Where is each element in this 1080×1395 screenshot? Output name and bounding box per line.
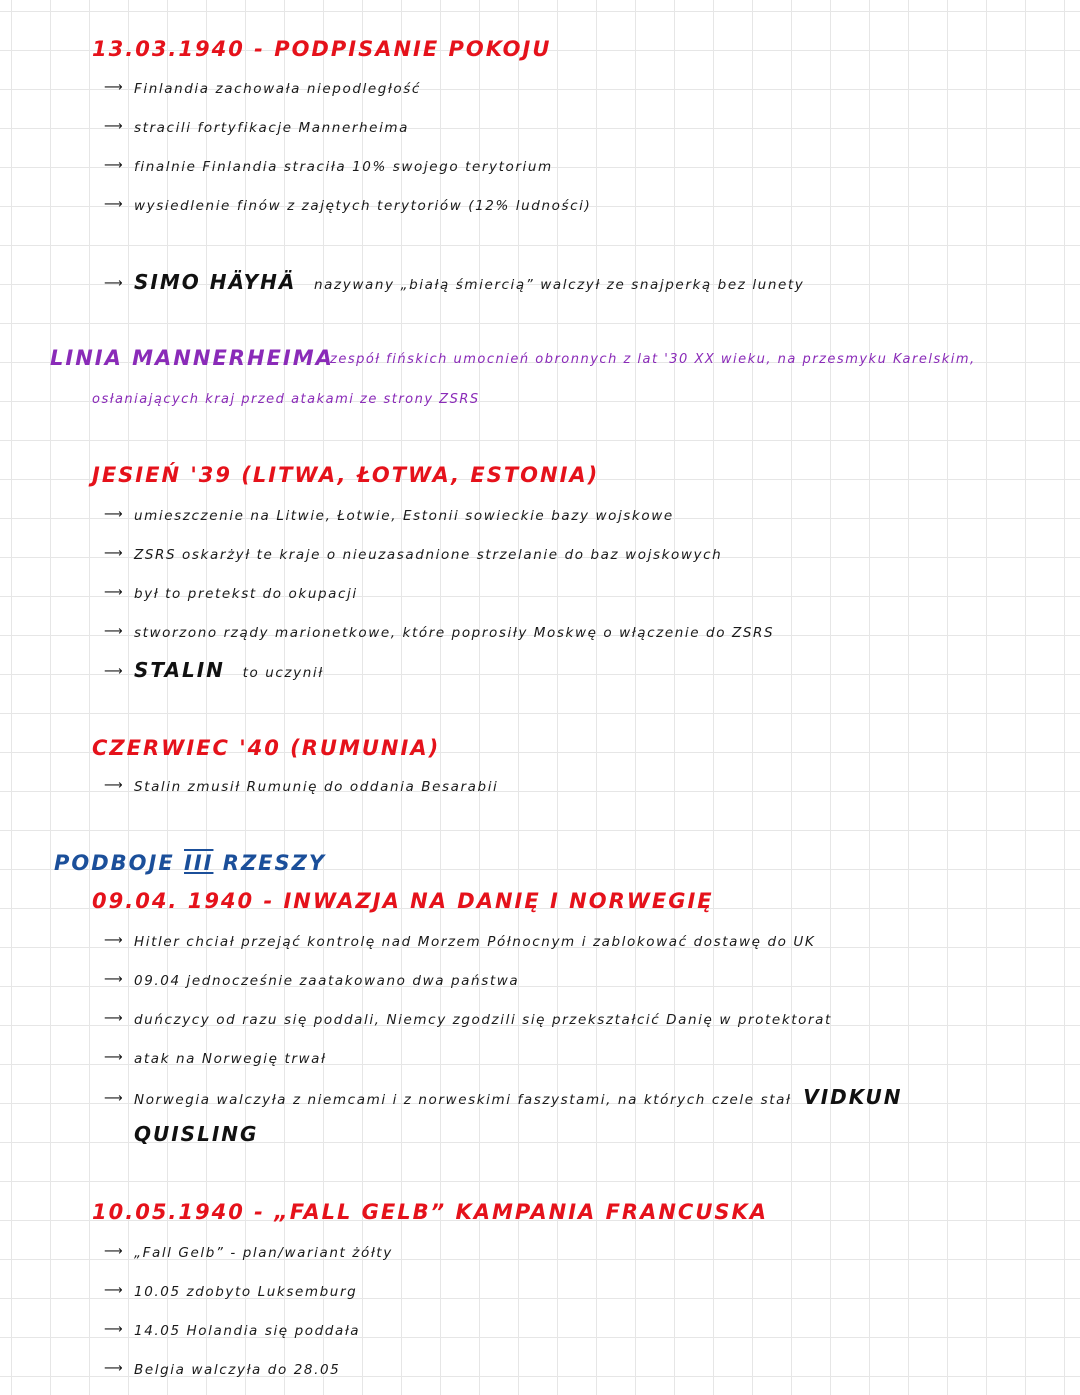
section-heading-fall-gelb: 10.05.1940 - „FALL GELB” KAMPANIA FRANCUSKA — [92, 1200, 769, 1224]
list-item: ⟶ 14.05 Holandia się poddała — [104, 1322, 361, 1339]
list-item: ⟶ Hitler chciał przejąć kontrolę nad Morzem Północnym i zablokować dostawę do UK — [104, 933, 816, 950]
arrow-icon: ⟶ — [104, 1361, 123, 1376]
list-item: ⟶ Norwegia walczyła z niemcami i z norweskimi faszystami, na których czele stał VIDKUN — [104, 1085, 903, 1109]
subheading-denmark-norway: 09.04. 1940 - INWAZJA NA DANIĘ I NORWEGIĘ — [92, 889, 714, 913]
list-item: ⟶ wysiedlenie finów z zajętych terytoriów (12% ludności) — [104, 197, 592, 214]
list-item: ⟶ 09.04 jednocześnie zaatakowano dwa państwa — [104, 972, 520, 989]
list-item: ⟶ 10.05 zdobyto Luksemburg — [104, 1283, 358, 1300]
definition-text: zespół fińskich umocnień obronnych z lat '30 XX wieku, na przesmyku Karelskim, — [330, 352, 976, 367]
person-name: SIMO HÄYHÄ — [134, 270, 297, 294]
list-item: ⟶ Finlandia zachowała niepodległość — [104, 80, 421, 97]
arrow-icon: ⟶ — [104, 585, 123, 600]
section-heading-autumn-39: JESIEŃ '39 (LITWA, ŁOTWA, ESTONIA) — [92, 463, 600, 487]
section-heading-third-reich: PODBOJE III RZESZY — [54, 851, 327, 875]
arrow-icon: ⟶ — [104, 119, 123, 134]
section-heading-june-40: CZERWIEC '40 (RUMUNIA) — [92, 736, 441, 760]
arrow-icon: ⟶ — [104, 664, 123, 679]
roman-numeral: III — [184, 851, 214, 875]
list-item: ⟶ STALIN to uczynił — [104, 658, 324, 682]
list-item: ⟶ umieszczenie na Litwie, Łotwie, Estonii sowieckie bazy wojskowe — [104, 507, 674, 524]
arrow-icon: ⟶ — [104, 158, 123, 173]
person-name: QUISLING — [134, 1122, 259, 1146]
arrow-icon: ⟶ — [104, 624, 123, 639]
arrow-icon: ⟶ — [104, 1050, 123, 1065]
arrow-icon: ⟶ — [104, 276, 123, 291]
list-item: ⟶ duńczycy od razu się poddali, Niemcy zgodzili się przekształcić Danię w protektorat — [104, 1011, 832, 1028]
arrow-icon: ⟶ — [104, 933, 123, 948]
arrow-icon: ⟶ — [104, 1011, 123, 1026]
arrow-icon: ⟶ — [104, 1322, 123, 1337]
list-item: ⟶ SIMO HÄYHÄ nazywany „białą śmiercią” walczył ze snajperką bez lunety — [104, 270, 805, 294]
list-item: ⟶ był to pretekst do okupacji — [104, 585, 358, 602]
list-item-continuation — [134, 1122, 258, 1146]
arrow-icon: ⟶ — [104, 197, 123, 212]
arrow-icon: ⟶ — [104, 972, 123, 987]
arrow-icon: ⟶ — [104, 80, 123, 95]
arrow-icon: ⟶ — [104, 1091, 123, 1106]
list-item: ⟶ atak na Norwegię trwał — [104, 1050, 327, 1067]
list-item: ⟶ stracili fortyfikacje Mannerheima — [104, 119, 410, 136]
arrow-icon: ⟶ — [104, 1283, 123, 1298]
person-name: VIDKUN — [803, 1085, 903, 1109]
person-name: STALIN — [134, 658, 225, 682]
definition-text: osłaniających kraj przed atakami ze strony ZSRS — [92, 392, 480, 407]
list-item: ⟶ ZSRS oskarżył te kraje o nieuzasadnione strzelanie do baz wojskowych — [104, 546, 723, 563]
list-item: ⟶ „Fall Gelb” - plan/wariant żółty — [104, 1244, 393, 1261]
section-heading-mannerheim-line: LINIA MANNERHEIMA — [50, 346, 334, 370]
arrow-icon: ⟶ — [104, 507, 123, 522]
arrow-icon: ⟶ — [104, 546, 123, 561]
list-item: ⟶ Belgia walczyła do 28.05 — [104, 1361, 341, 1378]
list-item: ⟶ stworzono rządy marionetkowe, które poprosiły Moskwę o włączenie do ZSRS — [104, 624, 775, 641]
arrow-icon: ⟶ — [104, 778, 123, 793]
list-item: ⟶ finalnie Finlandia straciła 10% swojego terytorium — [104, 158, 553, 175]
list-item: ⟶ Stalin zmusił Rumunię do oddania Besarabii — [104, 778, 499, 795]
section-heading-peace-signing: 13.03.1940 - PODPISANIE POKOJU — [92, 37, 552, 61]
arrow-icon: ⟶ — [104, 1244, 123, 1259]
